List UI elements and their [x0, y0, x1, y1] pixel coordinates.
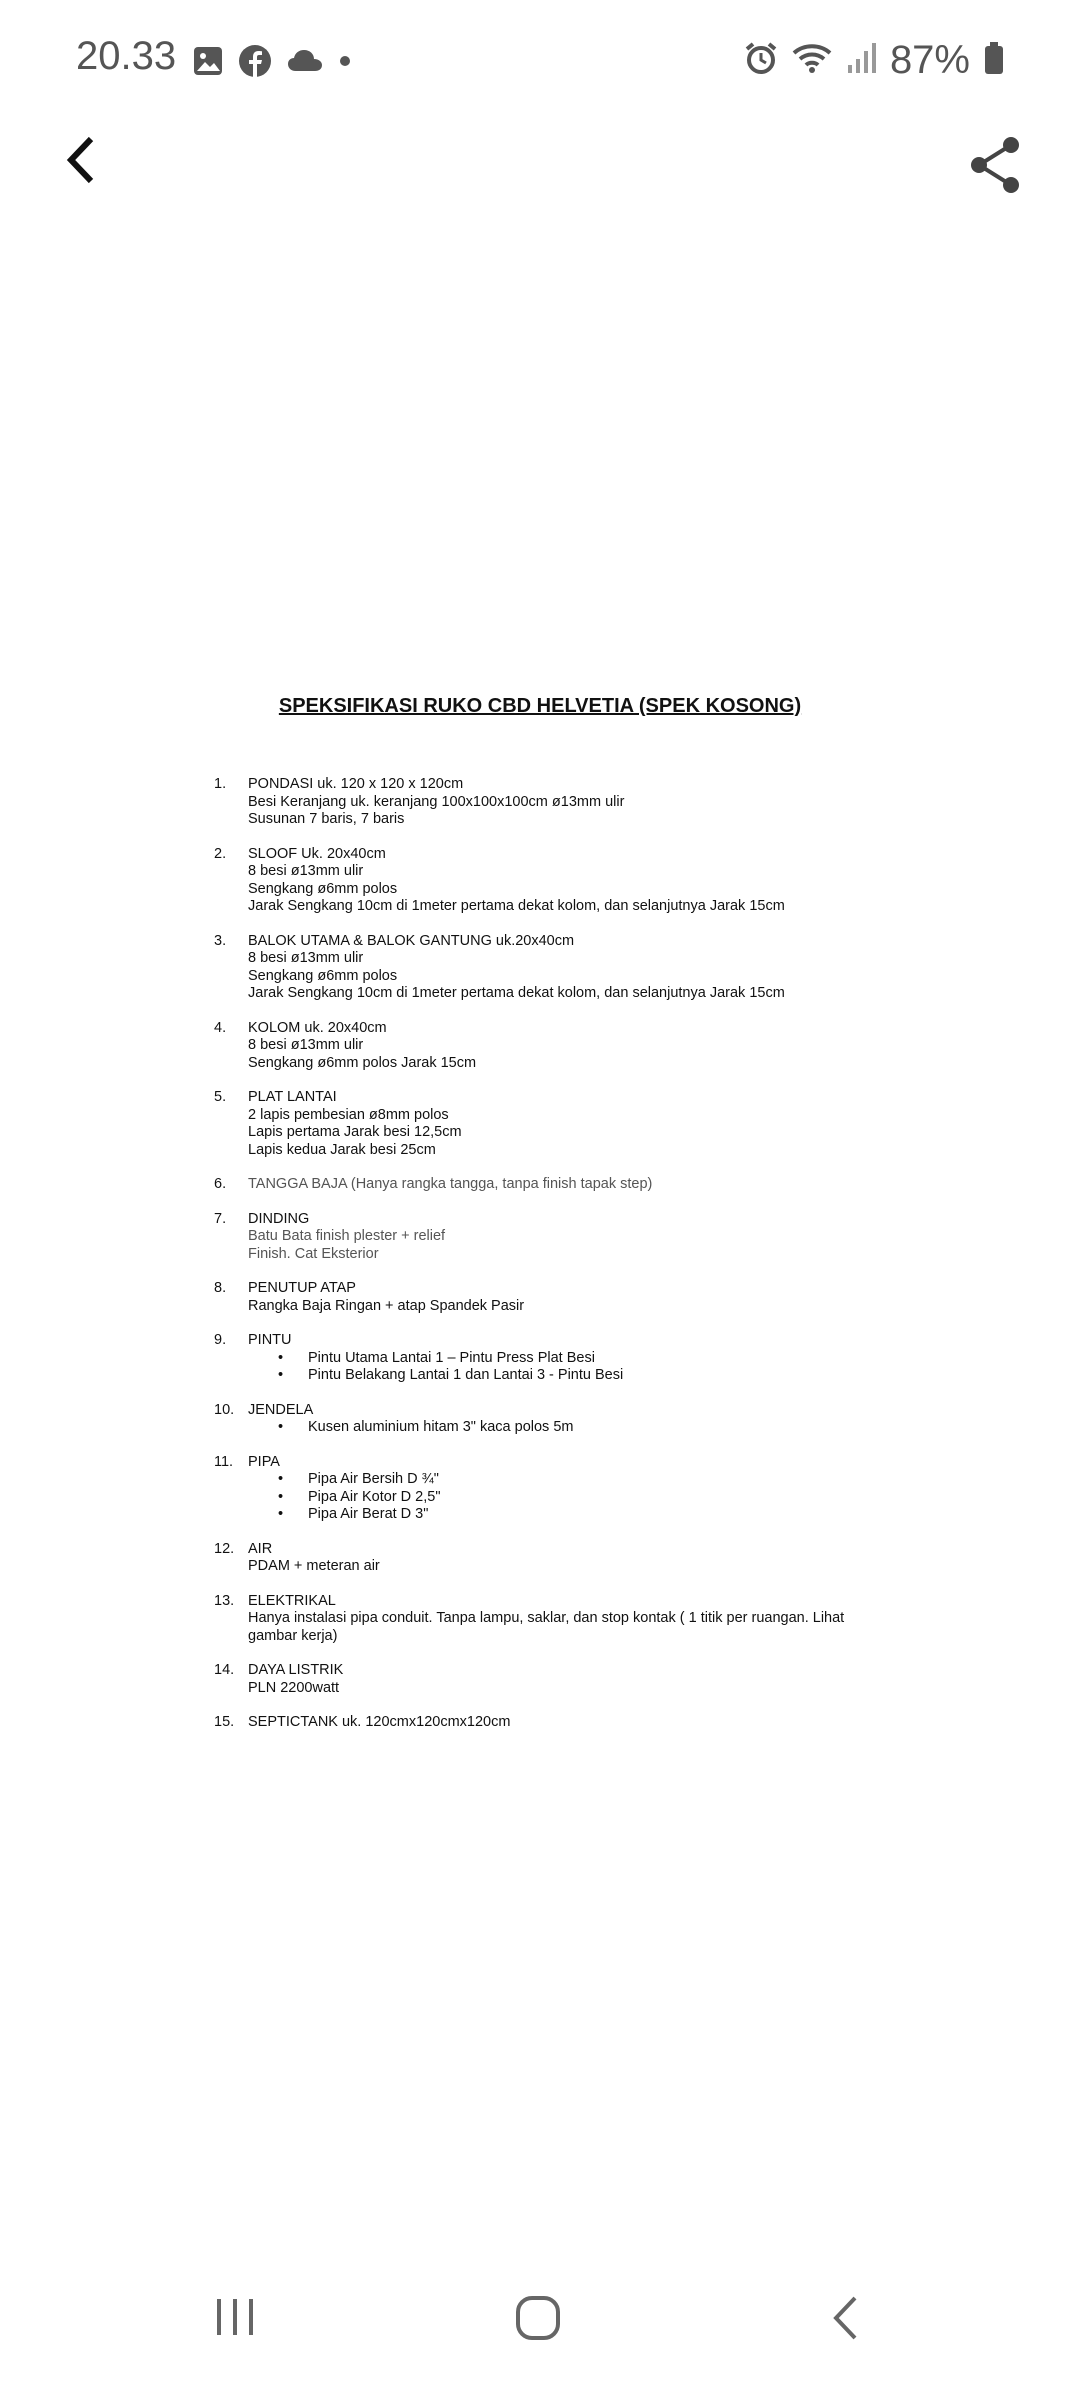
alarm-icon — [744, 41, 778, 80]
battery-icon — [984, 41, 1004, 80]
spec-item-number: 5. — [214, 1089, 227, 1105]
spec-bullet-list — [248, 1419, 878, 1437]
spec-bullet: • Pipa Air Bersih D ¾" — [248, 1471, 878, 1489]
spec-bullet: • Pipa Air Berat D 3" — [248, 1506, 878, 1524]
spec-item-detail: PLN 2200watt — [248, 1679, 340, 1696]
dot-icon — [338, 54, 352, 73]
spec-item — [214, 1280, 878, 1315]
spec-item-heading: AIR — [248, 1540, 273, 1557]
spec-item-number: 15. — [214, 1714, 235, 1730]
spec-item — [214, 1332, 878, 1385]
signal-icon — [846, 41, 876, 80]
spec-item-detail: Sengkang ø6mm polos — [248, 967, 398, 984]
spec-item-heading: PENUTUP ATAP — [248, 1280, 356, 1296]
spec-item-detail: Susunan 7 baris, 7 baris — [248, 811, 405, 827]
spec-item-number: 12. — [214, 1540, 235, 1557]
share-icon — [967, 135, 1023, 195]
spec-bullet: • Pipa Air Kotor D 2,5" — [248, 1489, 878, 1507]
spec-item-number: 9. — [214, 1332, 227, 1348]
spec-item-detail: Finish. Cat Eksterior — [248, 1245, 379, 1262]
spec-item-heading: PONDASI uk. 120 x 120 x 120cm — [248, 776, 464, 792]
spec-item — [214, 1714, 878, 1732]
spec-item-detail: 8 besi ø13mm ulir — [248, 1037, 364, 1053]
spec-item-heading: KOLOM uk. 20x40cm — [248, 1019, 387, 1036]
spec-item-heading: PIPA — [248, 1453, 280, 1470]
spec-item-detail: Batu Bata finish plester + relief — [248, 1228, 446, 1244]
spec-item-number: 13. — [214, 1592, 235, 1609]
spec-item — [214, 1210, 878, 1264]
spec-item-number: 6. — [214, 1176, 227, 1192]
spec-item-heading: PLAT LANTAI — [248, 1089, 337, 1105]
navigation-bar — [0, 2270, 1080, 2400]
spec-item-detail: Hanya instalasi pipa conduit. Tanpa lampu, saklar, dan stop kontak ( 1 titik per ruangan. Lihat — [248, 1610, 845, 1626]
spec-item-number: 2. — [214, 845, 227, 862]
spec-item-detail: Lapis kedua Jarak besi 25cm — [248, 1141, 436, 1158]
spec-bullet: • Pintu Belakang Lantai 1 dan Lantai 3 - Pintu Besi — [248, 1367, 878, 1385]
back-button[interactable] — [50, 130, 110, 190]
spec-item-detail: Jarak Sengkang 10cm di 1meter pertama dekat kolom, dan selanjutnya Jarak 15cm — [248, 898, 785, 914]
nav-back-icon — [830, 2294, 860, 2342]
status-time: 20.33 — [76, 34, 177, 78]
spec-item-detail: 8 besi ø13mm ulir — [248, 863, 364, 879]
spec-item — [214, 1453, 878, 1524]
spec-item-number: 8. — [214, 1280, 227, 1296]
battery-percent: 87% — [889, 38, 970, 82]
spec-item-number: 7. — [214, 1210, 227, 1227]
spec-item — [214, 1176, 878, 1194]
nav-back-button[interactable] — [820, 2290, 870, 2346]
wifi-icon — [792, 41, 832, 80]
recent-apps-button[interactable] — [210, 2292, 260, 2342]
spec-item — [214, 1540, 878, 1576]
spec-item — [214, 1662, 878, 1697]
spec-item — [214, 1592, 878, 1646]
spec-item-number: 3. — [214, 932, 227, 949]
spec-item-heading: DINDING — [248, 1210, 310, 1227]
facebook-icon — [238, 44, 272, 83]
spec-item-heading: PINTU — [248, 1332, 292, 1348]
notification-icons — [192, 44, 352, 83]
spec-bullet: • Kusen aluminium hitam 3" kaca polos 5m — [248, 1419, 878, 1437]
spec-item-heading: BALOK UTAMA & BALOK GANTUNG uk.20x40cm — [248, 932, 575, 949]
home-icon — [514, 2294, 562, 2342]
spec-item-number: 4. — [214, 1019, 227, 1036]
spec-item-number: 14. — [214, 1662, 235, 1678]
spec-item-number: 1. — [214, 776, 227, 792]
spec-item — [214, 776, 878, 829]
spec-item-heading: SLOOF Uk. 20x40cm — [248, 845, 386, 862]
status-bar — [0, 0, 1080, 120]
spec-item — [214, 932, 878, 1003]
document-title: SPEKSIFIKASI RUKO CBD HELVETIA (SPEK KOSONG) — [278, 695, 802, 717]
spec-item-detail: Besi Keranjang uk. keranjang 100x100x100cm ø13mm ulir — [248, 793, 625, 810]
spec-list — [214, 776, 878, 1749]
spec-item-detail: Sengkang ø6mm polos — [248, 880, 398, 897]
spec-item-detail: Lapis pertama Jarak besi 12,5cm — [248, 1124, 462, 1140]
gallery-icon — [192, 45, 224, 82]
recent-apps-icon — [213, 2295, 257, 2339]
share-button[interactable] — [960, 130, 1030, 200]
spec-item — [214, 845, 878, 916]
spec-item-detail: gambar kerja) — [248, 1627, 338, 1644]
spec-item-heading: TANGGA BAJA (Hanya rangka tangga, tanpa finish tapak step) — [248, 1176, 653, 1192]
home-button[interactable] — [510, 2290, 566, 2346]
spec-bullet: • Pintu Utama Lantai 1 – Pintu Press Plat Besi — [248, 1350, 878, 1368]
spec-item-detail: PDAM + meteran air — [248, 1558, 380, 1574]
system-icons — [744, 38, 1004, 83]
spec-bullet-list — [248, 1471, 878, 1524]
spec-item — [214, 1019, 878, 1073]
spec-item-number: 11. — [214, 1453, 234, 1470]
spec-item-detail: Jarak Sengkang 10cm di 1meter pertama dekat kolom, dan selanjutnya Jarak 15cm — [248, 985, 785, 1001]
spec-item-detail: Rangka Baja Ringan + atap Spandek Pasir — [248, 1297, 525, 1314]
back-arrow-icon — [63, 135, 97, 185]
spec-item-heading: DAYA LISTRIK — [248, 1662, 344, 1678]
cloud-icon — [286, 47, 324, 80]
spec-item-heading: SEPTICTANK uk. 120cmx120cmx120cm — [248, 1714, 511, 1730]
spec-bullet-list — [248, 1350, 878, 1385]
spec-item-number: 10. — [214, 1401, 235, 1418]
spec-item-detail: 2 lapis pembesian ø8mm polos — [248, 1106, 449, 1123]
spec-item-detail: 8 besi ø13mm ulir — [248, 950, 364, 966]
spec-item-heading: ELEKTRIKAL — [248, 1592, 336, 1609]
spec-item-heading: JENDELA — [248, 1401, 314, 1418]
spec-item — [214, 1401, 878, 1437]
spec-item — [214, 1089, 878, 1159]
spec-item-detail: Sengkang ø6mm polos Jarak 15cm — [248, 1054, 477, 1071]
